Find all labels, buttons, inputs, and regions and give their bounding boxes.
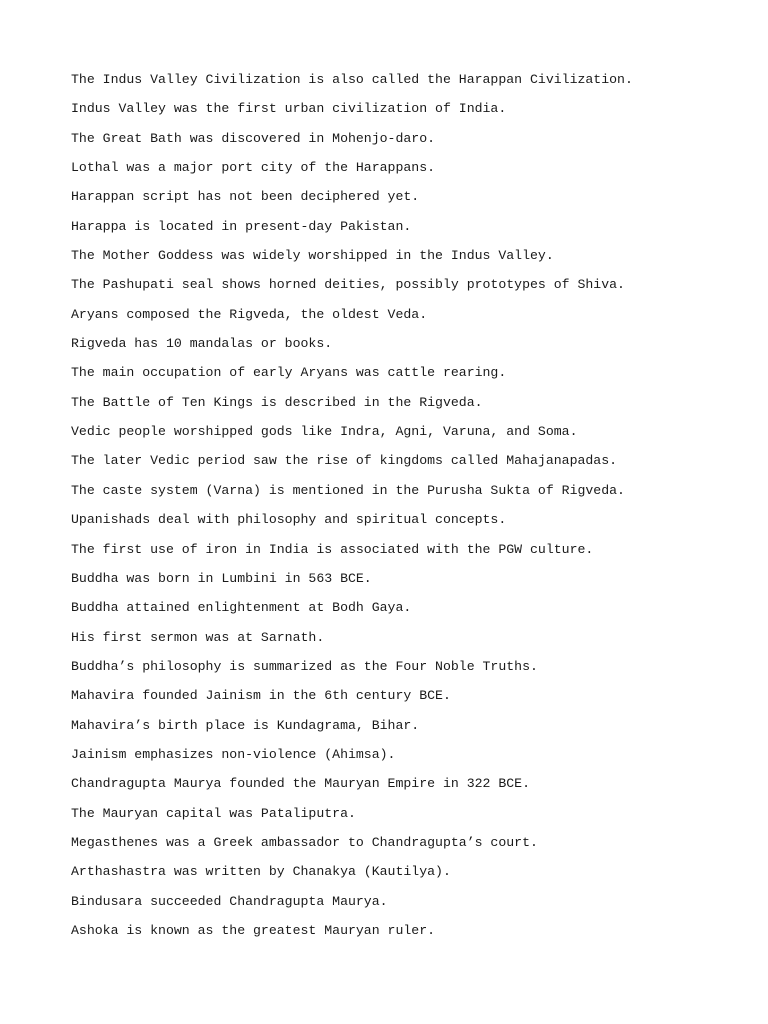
- text-line: Ashoka is known as the greatest Mauryan ruler.: [71, 922, 436, 938]
- text-line: Buddha attained enlightenment at Bodh Gaya.: [71, 600, 412, 616]
- text-line: The Mauryan capital was Pataliputra.: [71, 805, 356, 821]
- text-line: The Indus Valley Civilization is also called the Harappan Civilization.: [71, 72, 633, 87]
- text-line: Bindusara succeeded Chandragupta Maurya.: [71, 893, 388, 909]
- text-line: His first sermon was at Sarnath.: [71, 629, 325, 645]
- text-line: The Great Bath was discovered in Mohenjo-daro.: [71, 130, 436, 146]
- text-line: Arthashastra was written by Chanakya (Kautilya).: [71, 864, 451, 880]
- text-line: Harappa is located in present-day Pakistan.: [71, 218, 412, 234]
- text-line: Megasthenes was a Greek ambassador to Chandragupta’s court.: [71, 834, 538, 850]
- text-line: The Battle of Ten Kings is described in the Rigveda.: [71, 394, 483, 410]
- text-line: The Mother Goddess was widely worshipped in the Indus Valley.: [71, 248, 554, 264]
- text-line: Lothal was a major port city of the Harappans.: [71, 160, 436, 176]
- text-line: The first use of iron in India is associated with the PGW culture.: [71, 541, 594, 557]
- text-line: Harappan script has not been deciphered yet.: [71, 189, 420, 205]
- text-line: Chandragupta Maurya founded the Mauryan Empire in 322 BCE.: [71, 776, 530, 792]
- document-body: [71, 70, 633, 950]
- text-line: Vedic people worshipped gods like Indra, Agni, Varuna, and Soma.: [71, 424, 578, 440]
- text-line: Rigveda has 10 mandalas or books.: [71, 336, 333, 352]
- text-line: Aryans composed the Rigveda, the oldest Veda.: [71, 306, 428, 322]
- text-line: Buddha’s philosophy is summarized as the Four Noble Truths.: [71, 658, 538, 674]
- text-line: Jainism emphasizes non-violence (Ahimsa).: [71, 746, 396, 762]
- text-line: Buddha was born in Lumbini in 563 BCE.: [71, 570, 372, 586]
- text-line: Indus Valley was the first urban civilization of India.: [71, 101, 507, 117]
- text-line: Upanishads deal with philosophy and spiritual concepts.: [71, 512, 507, 528]
- text-line: The Pashupati seal shows horned deities, possibly prototypes of Shiva.: [71, 277, 625, 293]
- text-line: Mahavira’s birth place is Kundagrama, Bihar.: [71, 717, 420, 733]
- text-line: The main occupation of early Aryans was cattle rearing.: [71, 365, 507, 381]
- text-line: Mahavira founded Jainism in the 6th century BCE.: [71, 688, 451, 704]
- text-line: The later Vedic period saw the rise of kingdoms called Mahajanapadas.: [71, 453, 618, 469]
- text-line: The caste system (Varna) is mentioned in the Purusha Sukta of Rigveda.: [71, 482, 625, 498]
